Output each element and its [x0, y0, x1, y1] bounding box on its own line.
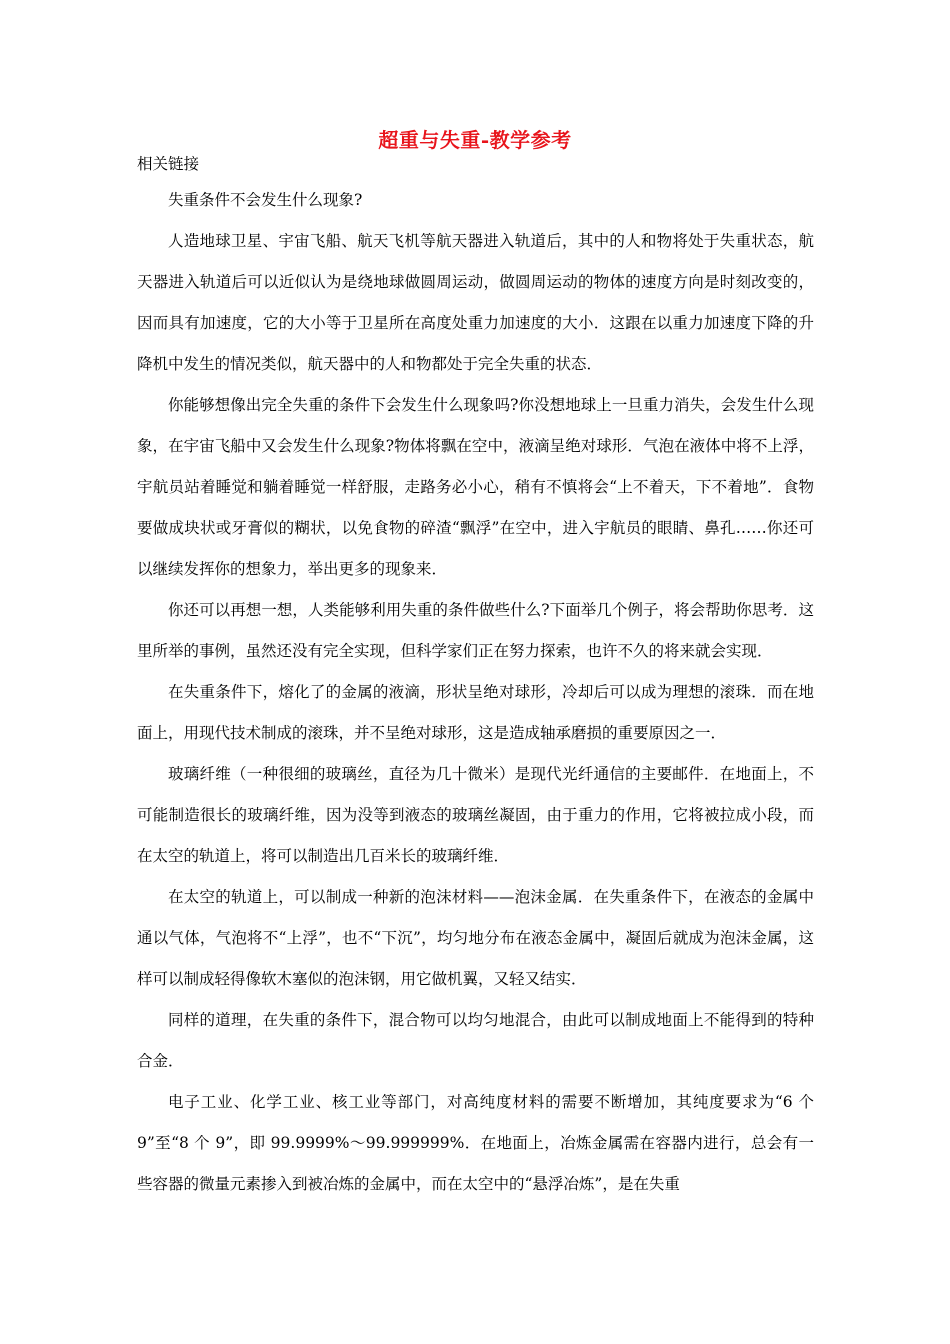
page-title: 超重与失重-教学参考	[378, 128, 572, 152]
paragraph-question: 失重条件不会发生什么现象?	[168, 191, 363, 209]
paragraph: 电子工业、化学工业、核工业等部门，对高纯度材料的需要不断增加，其纯度要求为“6 个 9”至“8 个 9”，即 99.9999%～99.999999%．在地面上，冶炼金属需在容器内进行，总会有一些容器的微量元素掺入到被冶炼的金属中，而在太空中的“悬浮冶炼”，是在失重	[137, 1093, 814, 1193]
paragraph: 人造地球卫星、宇宙飞船、航天飞机等航天器进入轨道后，其中的人和物将处于失重状态，航天器进入轨道后可以近似认为是绕地球做圆周运动，做圆周运动的物体的速度方向是时刻改变的，因而具有加速度，它的大小等于卫星所在高度处重力加速度的大小．这跟在以重力加速度下降的升降机中发生的情况类似，航天器中的人和物都处于完全失重的状态．	[137, 232, 814, 373]
paragraph: 你能够想像出完全失重的条件下会发生什么现象吗?你没想地球上一旦重力消失，会发生什么现象，在宇宙飞船中又会发生什么现象?物体将飘在空中，液滴呈绝对球形．气泡在液体中将不上浮，宇航员站着睡觉和躺着睡觉一样舒服，走路务必小心，稍有不慎将会“上不着天，下不着地”．食物要做成块状或牙膏似的糊状，以免食物的碎渣“飘浮”在空中，进入宇航员的眼睛、鼻孔……你还可以继续发挥你的想象力，举出更多的现象来．	[137, 396, 814, 578]
paragraph: 在失重条件下，熔化了的金属的液滴，形状呈绝对球形，冷却后可以成为理想的滚珠．而在地面上，用现代技术制成的滚珠，并不呈绝对球形，这是造成轴承磨损的重要原因之一．	[137, 683, 814, 742]
paragraph: 在太空的轨道上，可以制成一种新的泡沫材料——泡沫金属．在失重条件下，在液态的金属中通以气体，气泡将不“上浮”，也不“下沉”，均匀地分布在液态金属中，凝固后就成为泡沫金属，这样可以制成轻得像软木塞似的泡沫钢，用它做机翼，又轻又结实．	[137, 888, 814, 988]
paragraph: 同样的道理，在失重的条件下，混合物可以均匀地混合，由此可以制成地面上不能得到的特种合金．	[137, 1011, 814, 1070]
paragraph: 你还可以再想一想，人类能够利用失重的条件做些什么?下面举几个例子，将会帮助你思考．这里所举的事例，虽然还没有完全实现，但科学家们正在努力探索，也许不久的将来就会实现．	[137, 601, 814, 660]
paragraph: 玻璃纤维（一种很细的玻璃丝，直径为几十微米）是现代光纤通信的主要邮件．在地面上，不可能制造很长的玻璃纤维，因为没等到液态的玻璃丝凝固，由于重力的作用，它将被拉成小段，而在太空的轨道上，将可以制造出几百米长的玻璃纤维．	[137, 765, 814, 865]
section-label: 相关链接	[137, 155, 200, 173]
document-body	[137, 150, 814, 1205]
